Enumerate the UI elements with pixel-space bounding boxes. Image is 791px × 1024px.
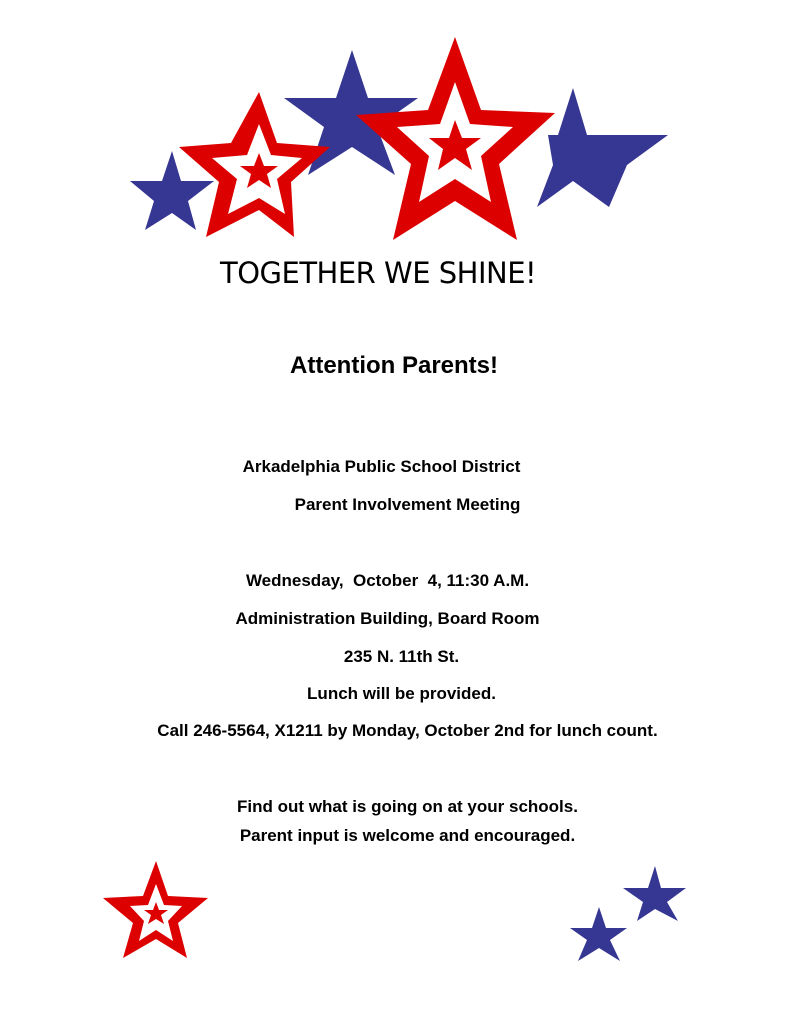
closing-line-2: Parent input is welcome and encouraged. (239, 826, 576, 845)
lunch-note: Lunch will be provided. (307, 684, 496, 703)
event-name: Parent Involvement Meeting (294, 495, 521, 514)
rsvp-instructions: Call 246-5564, X1211 by Monday, October 2nd for lunch count. (157, 721, 658, 740)
organization-name: Arkadelphia Public School District (242, 457, 521, 476)
event-address: 235 N. 11th St. (343, 647, 460, 666)
headline: TOGETHER WE SHINE! (220, 256, 537, 290)
blue-star-icon (537, 88, 668, 207)
outlined-star-icon (356, 37, 555, 240)
closing-line-1: Find out what is going on at your schools. (237, 797, 578, 816)
page-title: Attention Parents! (290, 352, 499, 379)
blue-star-icon (623, 866, 686, 921)
blue-star-icon (570, 907, 627, 961)
event-location: Administration Building, Board Room (235, 609, 540, 628)
event-date-time: Wednesday, October 4, 11:30 A.M. (245, 571, 530, 590)
outlined-star-icon (103, 861, 208, 958)
